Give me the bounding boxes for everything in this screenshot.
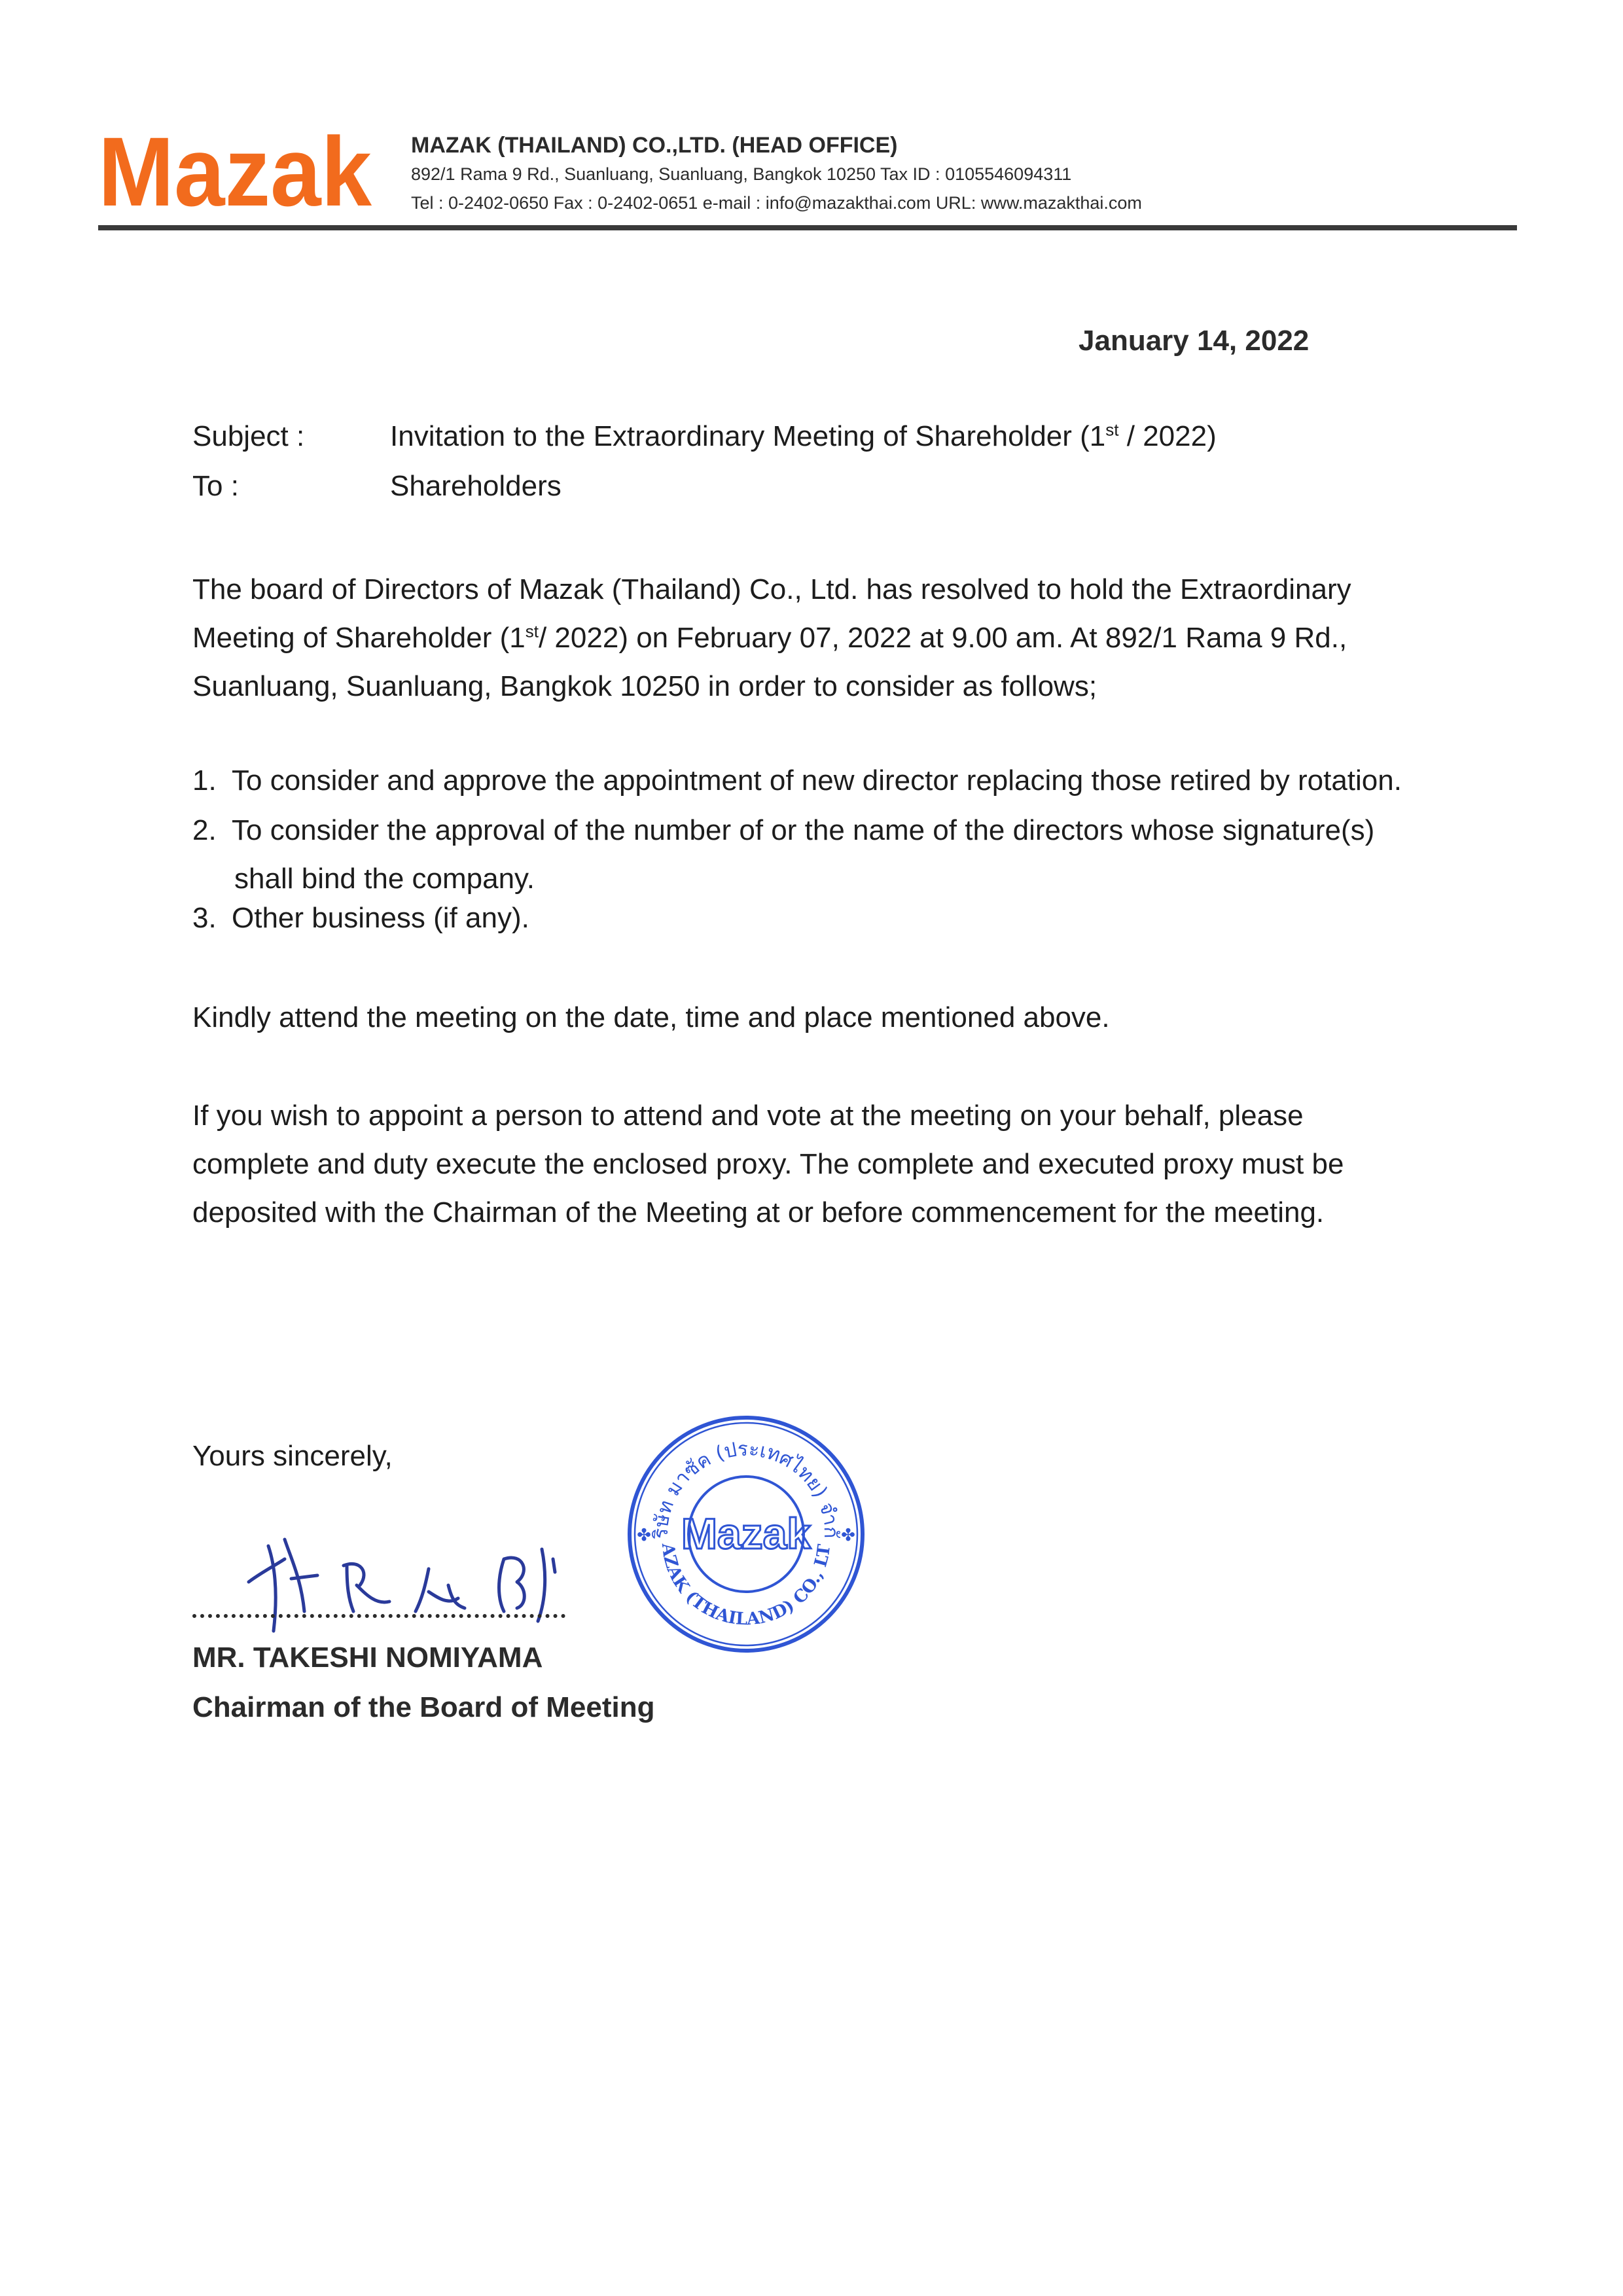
signature-line: [192, 1614, 565, 1618]
handwritten-signature: [229, 1520, 582, 1638]
intro-paragraph: The board of Directors of Mazak (Thailand) Co., Ltd. has resolved to hold the Extraordinary Meeting of Shareholder (1st/ 2022) on February 07, 2022 at 9.00 am. At 892/1 Rama 9 Rd., Suanluang, Suanluang, Bangkok 10250 in order to consider as follows;: [192, 573, 1351, 702]
agenda-item-3: 3. Other business (if any).: [192, 902, 529, 934]
agenda-item-2-continuation: shall bind the company.: [234, 863, 535, 895]
signer-name: MR. TAKESHI NOMIYAMA: [192, 1641, 543, 1674]
signer-title: Chairman of the Board of Meeting: [192, 1691, 655, 1723]
subject-value: Invitation to the Extraordinary Meeting of Shareholder (1st / 2022): [390, 420, 1217, 452]
company-name: MAZAK (THAILAND) CO.,LTD. (HEAD OFFICE): [411, 133, 898, 158]
svg-text:Mazak: Mazak: [98, 128, 372, 213]
agenda-item-1: 1. To consider and approve the appointment of new director replacing those retired by rotation.: [192, 764, 1402, 797]
svg-text:บริษัท มาซัค (ประเทศไทย) จำกัด: ริษัท มาซัค (ประเทศไทย) จำกั: [649, 1437, 843, 1539]
proxy-paragraph: If you wish to appoint a person to attend and vote at the meeting on your behalf, please complete and duty execute the enclosed proxy. The complete and executed proxy must be deposited with the Chairman of the Meeting at or before commencement for the meeting.: [192, 1100, 1344, 1229]
agenda-item-2: 2. To consider the approval of the number of or the name of the directors whose signature(s): [192, 814, 1375, 846]
to-label: To :: [192, 470, 239, 502]
company-seal-stamp: [622, 1410, 870, 1659]
company-info: [411, 131, 1142, 217]
subject-label: Subject :: [192, 420, 305, 452]
to-value: Shareholders: [390, 470, 562, 502]
letter-date: January 14, 2022: [1079, 325, 1310, 357]
letterhead-divider: [98, 225, 1517, 230]
attendance-paragraph: Kindly attend the meeting on the date, time and place mentioned above.: [192, 1001, 1110, 1033]
closing-text: Yours sincerely,: [192, 1440, 393, 1472]
svg-text:MAZAK (THAILAND) CO., LTD.: AZAK (THAILAND) CO., LT: [657, 1542, 835, 1630]
company-address: 892/1 Rama 9 Rd., Suanluang, Suanluang, Bangkok 10250 Tax ID : 0105546094311: [411, 164, 1072, 184]
svg-text:✤: ✤: [637, 1526, 651, 1545]
company-contact: Tel : 0-2402-0650 Fax : 0-2402-0651 e-mail : info@mazakthai.com URL: www.mazakthai.com: [411, 193, 1142, 213]
company-logo: [98, 128, 373, 213]
svg-text:✤: ✤: [841, 1526, 855, 1545]
svg-text:Mazak: Mazak: [681, 1509, 812, 1558]
